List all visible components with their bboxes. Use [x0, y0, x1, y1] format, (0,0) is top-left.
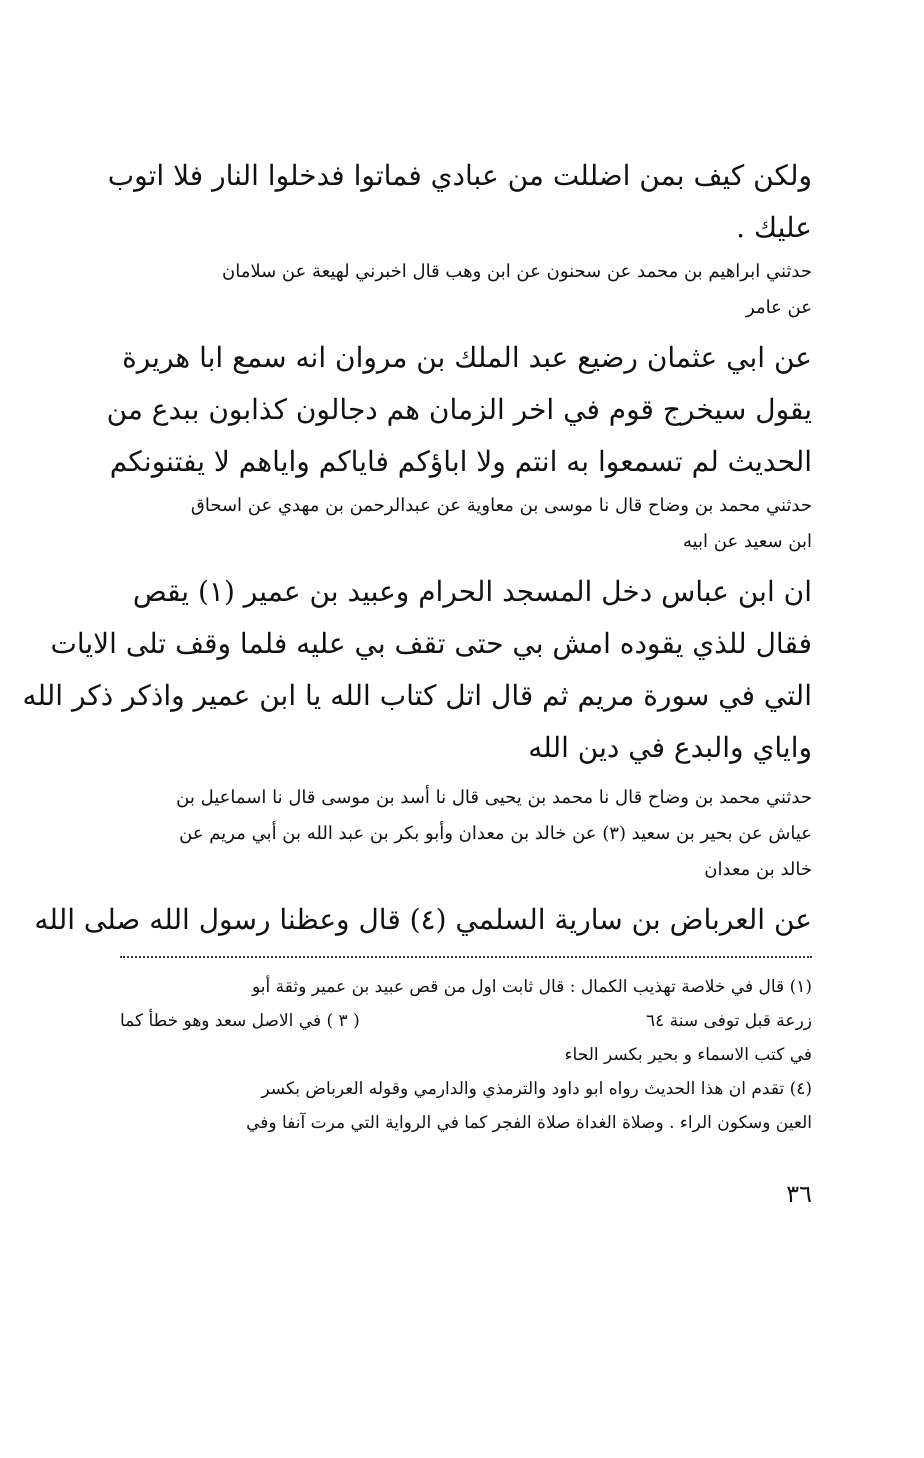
footnote-1-line-1: (١) قال في خلاصة تهذيب الكمال : قال ثابت اول من قص عبيد بن عمير وثقة أبو — [252, 977, 812, 997]
intro-line-1: ولكن كيف بمن اضللت من عبادي فماتوا فدخلوا النار فلا اتوب — [107, 159, 812, 192]
page-number: ٣٦ — [786, 1180, 812, 1208]
footnote-4-line-2: العين وسكون الراء . وصلاة الغداة صلاة الفجر كما في الرواية التي مرت آنفا وفي — [246, 1113, 812, 1133]
footnote-row-split — [120, 1004, 812, 1038]
isnad-1-line-1: حدثني ابراهيم بن محمد عن سحنون عن ابن وهب قال اخبرني لهيعة عن سلامان — [221, 261, 812, 282]
hadith-1-line-2: يقول سيخرج قوم في اخر الزمان هم دجالون كذابون ببدع من — [106, 393, 812, 426]
hadith-1-line-3: الحديث لم تسمعوا به انتم ولا اباؤكم فاياكم واياهم لا يفتنونكم — [109, 445, 812, 478]
isnad-3-line-1: حدثني محمد بن وضاح قال نا محمد بن يحيى قال نا أسد بن موسى قال نا اسماعيل بن — [176, 787, 812, 808]
footnote-3-line-2: في كتب الاسماء و بحير بكسر الحاء — [564, 1045, 812, 1065]
footnote-1-line-2: زرعة قبل توفى سنة ٦٤ — [646, 1011, 812, 1031]
isnad-2-line-1: حدثني محمد بن وضاح قال نا موسى بن معاوية عن عبدالرحمن بن مهدي عن اسحاق — [190, 495, 812, 516]
hadith-3-line-1: عن العرباض بن سارية السلمي (٤) قال وعظنا رسول الله صلى الله — [34, 903, 812, 936]
isnad-1-line-2: عن عامر — [746, 297, 812, 318]
hadith-2-line-3: التي في سورة مريم ثم قال اتل كتاب الله يا ابن عمير واذكر ذكر الله — [22, 679, 812, 712]
hadith-2-line-2: فقال للذي يقوده امش بي حتى تقف بي عليه فلما وقف تلى الايات — [50, 627, 812, 660]
isnad-3-line-3: خالد بن معدان — [704, 859, 812, 880]
footnote-4-line-1: (٤) تقدم ان هذا الحديث رواه ابو داود والترمذي والدارمي وقوله العرباض بكسر — [261, 1079, 812, 1099]
footnote-3-line-1: ( ٣ ) في الاصل سعد وهو خطأ كما — [120, 1011, 360, 1031]
hadith-2-line-1: ان ابن عباس دخل المسجد الحرام وعبيد بن عمير (١) يقص — [132, 575, 812, 608]
hadith-2-line-4: واياي والبدع في دين الله — [528, 731, 812, 764]
intro-line-2: عليك . — [736, 211, 812, 244]
isnad-2-line-2: ابن سعيد عن ابيه — [682, 531, 812, 552]
page-body — [22, 150, 812, 1140]
footnote-divider — [120, 956, 812, 958]
isnad-3-line-2: عياش عن بحير بن سعيد (٣) عن خالد بن معدان وأبو بكر بن عبد الله بن أبي مريم عن — [179, 823, 812, 844]
hadith-1-line-1: عن ابي عثمان رضيع عبد الملك بن مروان انه سمع ابا هريرة — [122, 341, 812, 374]
